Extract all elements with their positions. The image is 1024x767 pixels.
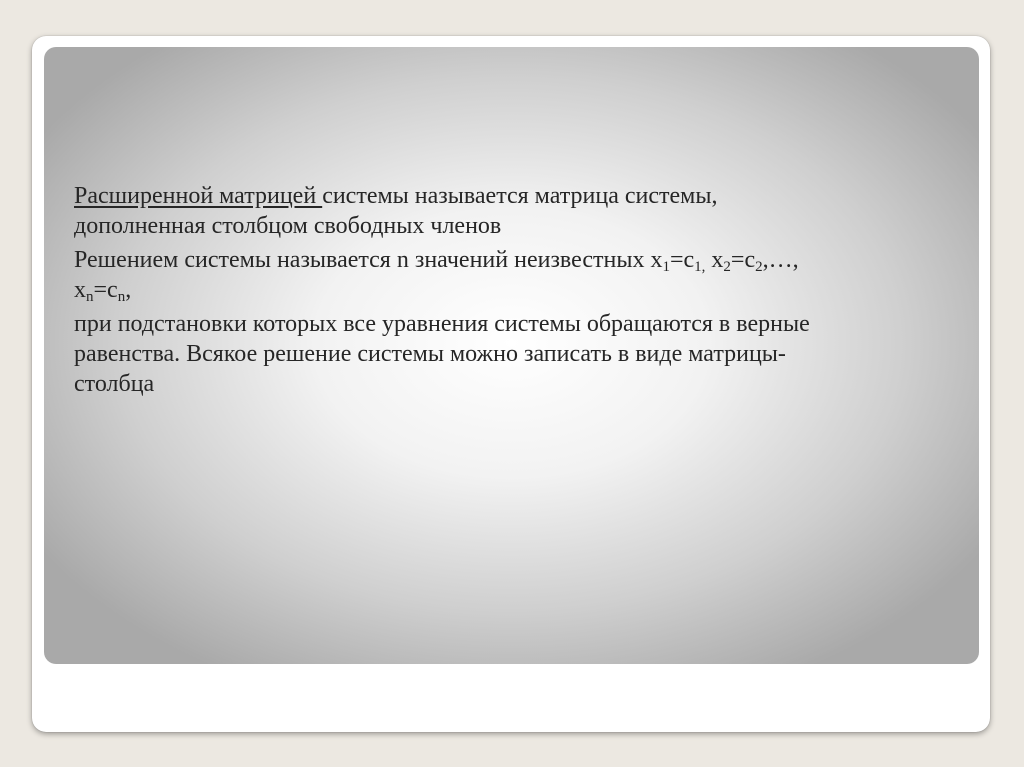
slide-content <box>74 181 954 403</box>
substitution-line-1: при подстановки которых все уравнения системы обращаются в верные <box>74 311 810 337</box>
definition-solution <box>74 245 954 305</box>
definition-text-2: дополненная столбцом свободных членов <box>74 213 502 239</box>
subscript: 2 <box>723 259 731 275</box>
subscript: 2 <box>755 259 763 275</box>
substitution-paragraph <box>74 309 954 399</box>
subscript: n <box>117 289 126 305</box>
equals-c: =c <box>730 247 756 273</box>
equals-c: =c <box>669 247 695 273</box>
equals-c: =c <box>93 277 118 303</box>
term-extended-matrix: Расширенной матрицей <box>74 183 323 209</box>
subscript: 1, <box>694 259 706 275</box>
subscript: n <box>86 289 94 305</box>
variable-x: x <box>74 277 86 303</box>
ellipsis: ,…, <box>762 247 799 273</box>
comma: , <box>125 277 132 303</box>
solution-text: Решением системы называется n значений неизвестных x <box>74 247 663 273</box>
subscript: 1 <box>662 259 670 275</box>
substitution-line-3: столбца <box>74 371 155 397</box>
variable-x: x <box>705 247 724 273</box>
substitution-line-2: равенства. Всякое решение системы можно записать в виде матрицы- <box>74 341 786 367</box>
solution-line-2 <box>74 275 954 305</box>
definition-extended-matrix <box>74 181 954 241</box>
definition-text-1: системы называется матрица системы, <box>322 183 718 209</box>
